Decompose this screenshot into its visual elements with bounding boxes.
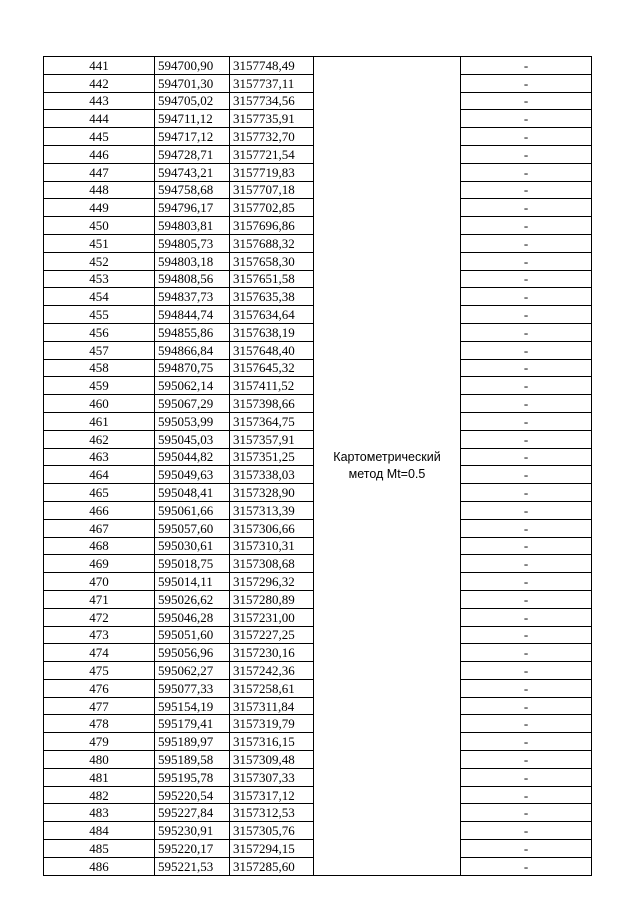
x-coordinate-cell: 595220,17	[155, 840, 230, 858]
dash-cell: -	[461, 519, 592, 537]
point-number-cell: 458	[44, 359, 155, 377]
point-number-cell: 483	[44, 804, 155, 822]
y-coordinate-cell: 3157230,16	[230, 644, 314, 662]
point-number-cell: 465	[44, 484, 155, 502]
y-coordinate-cell: 3157309,48	[230, 751, 314, 769]
point-number-cell: 455	[44, 306, 155, 324]
y-coordinate-cell: 3157312,53	[230, 804, 314, 822]
dash-cell: -	[461, 804, 592, 822]
point-number-cell: 482	[44, 786, 155, 804]
point-number-cell: 463	[44, 448, 155, 466]
dash-cell: -	[461, 733, 592, 751]
x-coordinate-cell: 594805,73	[155, 234, 230, 252]
x-coordinate-cell: 594743,21	[155, 163, 230, 181]
x-coordinate-cell: 595030,61	[155, 537, 230, 555]
dash-cell: -	[461, 466, 592, 484]
y-coordinate-cell: 3157242,36	[230, 662, 314, 680]
point-number-cell: 447	[44, 163, 155, 181]
point-number-cell: 443	[44, 92, 155, 110]
y-coordinate-cell: 3157294,15	[230, 840, 314, 858]
dash-cell: -	[461, 323, 592, 341]
point-number-cell: 454	[44, 288, 155, 306]
y-coordinate-cell: 3157305,76	[230, 822, 314, 840]
point-number-cell: 474	[44, 644, 155, 662]
y-coordinate-cell: 3157707,18	[230, 181, 314, 199]
point-number-cell: 478	[44, 715, 155, 733]
point-number-cell: 477	[44, 697, 155, 715]
dash-cell: -	[461, 430, 592, 448]
dash-cell: -	[461, 288, 592, 306]
x-coordinate-cell: 595061,66	[155, 501, 230, 519]
point-number-cell: 450	[44, 217, 155, 235]
x-coordinate-cell: 595051,60	[155, 626, 230, 644]
y-coordinate-cell: 3157338,03	[230, 466, 314, 484]
dash-cell: -	[461, 484, 592, 502]
y-coordinate-cell: 3157635,38	[230, 288, 314, 306]
x-coordinate-cell: 595014,11	[155, 573, 230, 591]
y-coordinate-cell: 3157319,79	[230, 715, 314, 733]
y-coordinate-cell: 3157734,56	[230, 92, 314, 110]
point-number-cell: 441	[44, 57, 155, 75]
x-coordinate-cell: 595077,33	[155, 679, 230, 697]
dash-cell: -	[461, 822, 592, 840]
x-coordinate-cell: 595154,19	[155, 697, 230, 715]
x-coordinate-cell: 595053,99	[155, 412, 230, 430]
point-number-cell: 471	[44, 590, 155, 608]
y-coordinate-cell: 3157328,90	[230, 484, 314, 502]
y-coordinate-cell: 3157688,32	[230, 234, 314, 252]
coordinates-table-body	[44, 57, 592, 876]
x-coordinate-cell: 594855,86	[155, 323, 230, 341]
point-number-cell: 464	[44, 466, 155, 484]
dash-cell: -	[461, 501, 592, 519]
y-coordinate-cell: 3157702,85	[230, 199, 314, 217]
point-number-cell: 449	[44, 199, 155, 217]
dash-cell: -	[461, 786, 592, 804]
x-coordinate-cell: 594866,84	[155, 341, 230, 359]
x-coordinate-cell: 595049,63	[155, 466, 230, 484]
x-coordinate-cell: 595195,78	[155, 768, 230, 786]
point-number-cell: 457	[44, 341, 155, 359]
point-number-cell: 473	[44, 626, 155, 644]
y-coordinate-cell: 3157280,89	[230, 590, 314, 608]
dash-cell: -	[461, 145, 592, 163]
dash-cell: -	[461, 626, 592, 644]
y-coordinate-cell: 3157737,11	[230, 74, 314, 92]
point-number-cell: 466	[44, 501, 155, 519]
y-coordinate-cell: 3157638,19	[230, 323, 314, 341]
point-number-cell: 467	[44, 519, 155, 537]
point-number-cell: 459	[44, 377, 155, 395]
x-coordinate-cell: 595045,03	[155, 430, 230, 448]
point-number-cell: 460	[44, 395, 155, 413]
y-coordinate-cell: 3157231,00	[230, 608, 314, 626]
point-number-cell: 448	[44, 181, 155, 199]
y-coordinate-cell: 3157411,52	[230, 377, 314, 395]
dash-cell: -	[461, 840, 592, 858]
y-coordinate-cell: 3157307,33	[230, 768, 314, 786]
dash-cell: -	[461, 679, 592, 697]
coordinates-table	[43, 56, 592, 876]
point-number-cell: 451	[44, 234, 155, 252]
method-cell: Картометрический метод Mt=0.5	[314, 57, 461, 876]
point-number-cell: 479	[44, 733, 155, 751]
dash-cell: -	[461, 181, 592, 199]
y-coordinate-cell: 3157296,32	[230, 573, 314, 591]
y-coordinate-cell: 3157721,54	[230, 145, 314, 163]
point-number-cell: 481	[44, 768, 155, 786]
point-number-cell: 452	[44, 252, 155, 270]
point-number-cell: 470	[44, 573, 155, 591]
x-coordinate-cell: 594844,74	[155, 306, 230, 324]
x-coordinate-cell: 595189,58	[155, 751, 230, 769]
x-coordinate-cell: 595189,97	[155, 733, 230, 751]
y-coordinate-cell: 3157732,70	[230, 128, 314, 146]
y-coordinate-cell: 3157719,83	[230, 163, 314, 181]
dash-cell: -	[461, 199, 592, 217]
x-coordinate-cell: 595026,62	[155, 590, 230, 608]
dash-cell: -	[461, 751, 592, 769]
x-coordinate-cell: 594796,17	[155, 199, 230, 217]
table-row	[44, 57, 592, 75]
x-coordinate-cell: 595230,91	[155, 822, 230, 840]
x-coordinate-cell: 595046,28	[155, 608, 230, 626]
x-coordinate-cell: 594711,12	[155, 110, 230, 128]
dash-cell: -	[461, 573, 592, 591]
x-coordinate-cell: 595044,82	[155, 448, 230, 466]
x-coordinate-cell: 594808,56	[155, 270, 230, 288]
y-coordinate-cell: 3157308,68	[230, 555, 314, 573]
x-coordinate-cell: 594870,75	[155, 359, 230, 377]
x-coordinate-cell: 594803,18	[155, 252, 230, 270]
point-number-cell: 486	[44, 857, 155, 875]
x-coordinate-cell: 594758,68	[155, 181, 230, 199]
dash-cell: -	[461, 341, 592, 359]
y-coordinate-cell: 3157634,64	[230, 306, 314, 324]
dash-cell: -	[461, 697, 592, 715]
y-coordinate-cell: 3157227,25	[230, 626, 314, 644]
x-coordinate-cell: 594717,12	[155, 128, 230, 146]
dash-cell: -	[461, 306, 592, 324]
y-coordinate-cell: 3157285,60	[230, 857, 314, 875]
x-coordinate-cell: 594700,90	[155, 57, 230, 75]
y-coordinate-cell: 3157648,40	[230, 341, 314, 359]
point-number-cell: 484	[44, 822, 155, 840]
dash-cell: -	[461, 590, 592, 608]
dash-cell: -	[461, 715, 592, 733]
dash-cell: -	[461, 412, 592, 430]
point-number-cell: 456	[44, 323, 155, 341]
dash-cell: -	[461, 359, 592, 377]
point-number-cell: 453	[44, 270, 155, 288]
y-coordinate-cell: 3157313,39	[230, 501, 314, 519]
point-number-cell: 468	[44, 537, 155, 555]
y-coordinate-cell: 3157696,86	[230, 217, 314, 235]
point-number-cell: 444	[44, 110, 155, 128]
x-coordinate-cell: 595062,27	[155, 662, 230, 680]
dash-cell: -	[461, 270, 592, 288]
x-coordinate-cell: 595056,96	[155, 644, 230, 662]
x-coordinate-cell: 595048,41	[155, 484, 230, 502]
x-coordinate-cell: 595179,41	[155, 715, 230, 733]
y-coordinate-cell: 3157357,91	[230, 430, 314, 448]
y-coordinate-cell: 3157310,31	[230, 537, 314, 555]
y-coordinate-cell: 3157658,30	[230, 252, 314, 270]
dash-cell: -	[461, 857, 592, 875]
dash-cell: -	[461, 662, 592, 680]
x-coordinate-cell: 595220,54	[155, 786, 230, 804]
point-number-cell: 476	[44, 679, 155, 697]
y-coordinate-cell: 3157306,66	[230, 519, 314, 537]
dash-cell: -	[461, 555, 592, 573]
x-coordinate-cell: 594837,73	[155, 288, 230, 306]
dash-cell: -	[461, 537, 592, 555]
x-coordinate-cell: 595018,75	[155, 555, 230, 573]
point-number-cell: 485	[44, 840, 155, 858]
dash-cell: -	[461, 217, 592, 235]
dash-cell: -	[461, 448, 592, 466]
y-coordinate-cell: 3157748,49	[230, 57, 314, 75]
dash-cell: -	[461, 57, 592, 75]
dash-cell: -	[461, 92, 592, 110]
dash-cell: -	[461, 768, 592, 786]
x-coordinate-cell: 595057,60	[155, 519, 230, 537]
point-number-cell: 442	[44, 74, 155, 92]
point-number-cell: 475	[44, 662, 155, 680]
dash-cell: -	[461, 395, 592, 413]
y-coordinate-cell: 3157351,25	[230, 448, 314, 466]
dash-cell: -	[461, 110, 592, 128]
y-coordinate-cell: 3157398,66	[230, 395, 314, 413]
x-coordinate-cell: 595227,84	[155, 804, 230, 822]
point-number-cell: 445	[44, 128, 155, 146]
y-coordinate-cell: 3157311,84	[230, 697, 314, 715]
y-coordinate-cell: 3157364,75	[230, 412, 314, 430]
dash-cell: -	[461, 377, 592, 395]
x-coordinate-cell: 595221,53	[155, 857, 230, 875]
y-coordinate-cell: 3157316,15	[230, 733, 314, 751]
dash-cell: -	[461, 163, 592, 181]
dash-cell: -	[461, 608, 592, 626]
point-number-cell: 472	[44, 608, 155, 626]
x-coordinate-cell: 595062,14	[155, 377, 230, 395]
y-coordinate-cell: 3157258,61	[230, 679, 314, 697]
y-coordinate-cell: 3157317,12	[230, 786, 314, 804]
y-coordinate-cell: 3157735,91	[230, 110, 314, 128]
x-coordinate-cell: 594728,71	[155, 145, 230, 163]
y-coordinate-cell: 3157645,32	[230, 359, 314, 377]
point-number-cell: 480	[44, 751, 155, 769]
y-coordinate-cell: 3157651,58	[230, 270, 314, 288]
dash-cell: -	[461, 644, 592, 662]
x-coordinate-cell: 594803,81	[155, 217, 230, 235]
dash-cell: -	[461, 252, 592, 270]
x-coordinate-cell: 594705,02	[155, 92, 230, 110]
point-number-cell: 461	[44, 412, 155, 430]
dash-cell: -	[461, 128, 592, 146]
dash-cell: -	[461, 234, 592, 252]
dash-cell: -	[461, 74, 592, 92]
x-coordinate-cell: 594701,30	[155, 74, 230, 92]
point-number-cell: 446	[44, 145, 155, 163]
point-number-cell: 462	[44, 430, 155, 448]
point-number-cell: 469	[44, 555, 155, 573]
x-coordinate-cell: 595067,29	[155, 395, 230, 413]
